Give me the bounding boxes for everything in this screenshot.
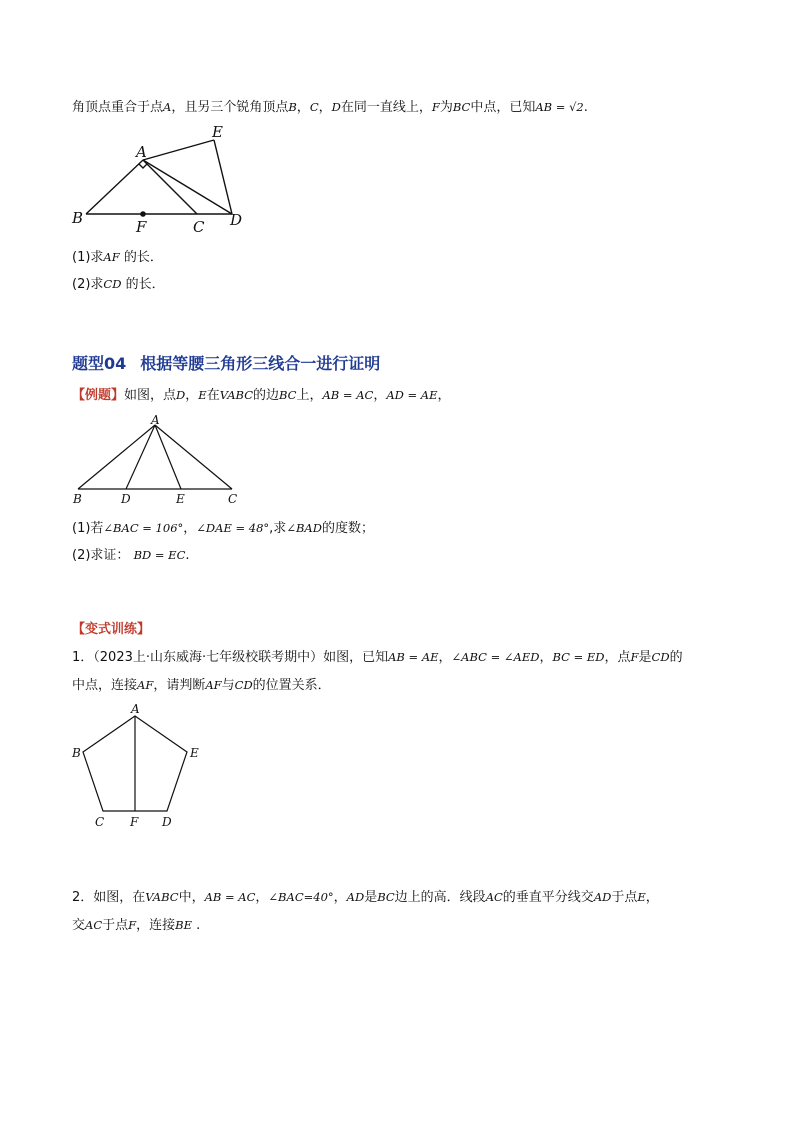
text: 中，: [178, 890, 205, 905]
text: 中点，已知: [470, 100, 536, 115]
text: .: [185, 548, 190, 563]
label-B: B: [72, 746, 81, 760]
text: 为: [439, 100, 453, 115]
math: E: [198, 388, 207, 402]
text: (2)求证：: [72, 548, 130, 563]
math: AB = AC: [322, 388, 374, 402]
example-tag: 【例题】: [72, 388, 125, 403]
text: ，: [539, 650, 553, 665]
text: 是: [638, 650, 652, 665]
text: 的位置关系．: [252, 678, 331, 693]
text: ，点: [604, 650, 631, 665]
text: ，连接: [136, 918, 176, 933]
text: ，请判断: [153, 678, 206, 693]
text: 如图，点: [124, 388, 177, 403]
math: D: [331, 100, 341, 114]
text: (1)若: [72, 521, 104, 536]
label-A: A: [136, 143, 147, 161]
math: B: [288, 100, 297, 114]
text: (2)求: [72, 277, 104, 292]
text: 于点: [102, 918, 129, 933]
math: C: [309, 100, 319, 114]
math: AD: [346, 890, 365, 904]
text: 角顶点重合于点: [72, 100, 164, 115]
math: E: [637, 890, 646, 904]
practice-tag: 【变式训练】: [72, 622, 151, 637]
math: AD: [593, 890, 612, 904]
text: 边上的高．线段: [394, 890, 486, 905]
label-E: E: [190, 746, 199, 760]
math: ∠DAE = 48°: [196, 521, 270, 535]
text: 上，: [296, 388, 323, 403]
text: 是: [364, 890, 378, 905]
label-C: C: [95, 815, 105, 829]
math: AC: [485, 890, 503, 904]
label-F: F: [136, 218, 147, 236]
math: VABC: [219, 388, 253, 402]
text: 交: [72, 918, 86, 933]
math: ∠BAC=40°: [268, 890, 334, 904]
math: CD: [234, 678, 253, 692]
math: A: [163, 100, 172, 114]
math: D: [176, 388, 186, 402]
math: AF: [103, 250, 120, 264]
label-A: A: [131, 702, 140, 716]
text: ，: [438, 650, 452, 665]
math: BC = ED: [552, 650, 605, 664]
text: (1)求: [72, 250, 104, 265]
text: 于点: [611, 890, 638, 905]
text: 2．如图，在: [72, 890, 146, 905]
text: ，: [183, 521, 197, 536]
math: F: [128, 918, 137, 932]
text: ，且另三个锐角顶点: [171, 100, 289, 115]
text: ，: [333, 890, 347, 905]
math: ∠BAC = 106°: [103, 521, 184, 535]
math: BC: [377, 890, 395, 904]
text: ，: [373, 388, 387, 403]
text: ，: [296, 100, 310, 115]
label-D: D: [121, 492, 131, 506]
label-D: D: [230, 211, 243, 229]
math: AD = AE: [386, 388, 438, 402]
math: BC: [452, 100, 471, 114]
label-C: C: [193, 218, 205, 236]
text: 的度数；: [321, 521, 374, 536]
text: ，: [437, 388, 451, 403]
math: CD: [651, 650, 670, 664]
text: 1．（2023上·山东威海·七年级校联考期中）如图，已知: [72, 650, 389, 665]
math: AF: [137, 678, 154, 692]
text: .: [583, 100, 588, 115]
text: ，: [645, 890, 659, 905]
text: ，: [255, 890, 269, 905]
text: 的: [669, 650, 683, 665]
math: AC: [85, 918, 103, 932]
text: 的长．: [123, 250, 163, 265]
practice-item-2-line-2: [72, 916, 200, 935]
text: ，: [185, 388, 199, 403]
label-D: D: [162, 815, 172, 829]
label-A: A: [151, 413, 160, 427]
math: BD = EC: [133, 548, 186, 562]
text: 中点，连接: [72, 678, 138, 693]
math: AB = AC: [204, 890, 256, 904]
math: AB = AE: [388, 650, 439, 664]
math: VABC: [145, 890, 179, 904]
math: CD: [103, 277, 122, 291]
text: .: [196, 918, 201, 933]
math: AB = √2: [535, 100, 584, 114]
text: 的长．: [125, 277, 165, 292]
math: F: [431, 100, 440, 114]
math: BC: [279, 388, 297, 402]
math: F: [630, 650, 639, 664]
text: 的垂直平分线交: [502, 890, 594, 905]
section-label: 题型04: [72, 354, 127, 373]
label-F: F: [130, 815, 139, 829]
label-E: E: [212, 123, 223, 141]
text: 与: [221, 678, 235, 693]
section-title: 根据等腰三角形三线合一进行证明: [140, 354, 381, 373]
label-E: E: [176, 492, 185, 506]
text: ,求: [269, 521, 287, 536]
math: ∠BAD: [286, 521, 322, 535]
label-B: B: [73, 492, 82, 506]
text: ，: [318, 100, 332, 115]
text: 在: [206, 388, 220, 403]
text: 在同一直线上，: [340, 100, 432, 115]
label-B: B: [72, 209, 84, 227]
math: BE: [175, 918, 192, 932]
math: AF: [205, 678, 222, 692]
math: ∠ABC = ∠AED: [451, 650, 540, 664]
text: 的边: [253, 388, 280, 403]
label-C: C: [228, 492, 238, 506]
practice-item-2-line-1: [72, 888, 659, 907]
